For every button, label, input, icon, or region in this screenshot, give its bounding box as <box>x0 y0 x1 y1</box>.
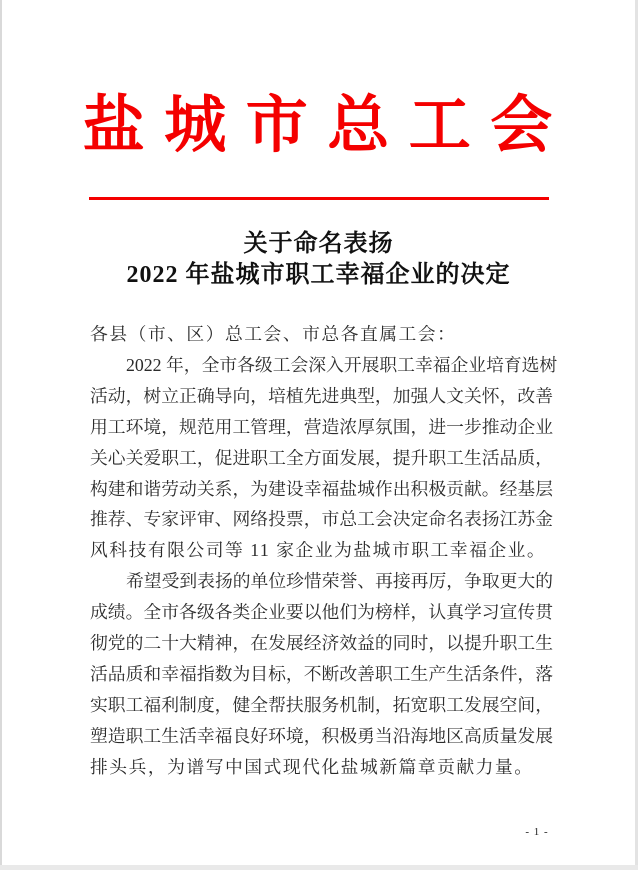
body-line: 塑造职工生活幸福良好环境，积极勇当沿海地区高质量发展 <box>90 725 553 746</box>
letterhead-divider-line <box>89 197 549 200</box>
page-edge-left <box>0 0 2 870</box>
document-title <box>2 229 635 291</box>
body-line: 实职工福利制度，健全帮扶服务机制，拓宽职工发展空间， <box>90 694 553 715</box>
document-body <box>2 319 635 783</box>
document-page <box>2 0 635 865</box>
page-number: - 1 - <box>525 826 549 838</box>
body-line: 活品质和幸福指数为目标，不断改善职工生产生活条件，落 <box>90 663 553 684</box>
body-line: 风科技有限公司等 11 家企业为盐城市职工幸福企业。 <box>90 540 547 561</box>
salutation-line: 各县（市、区）总工会、市总各直属工会： <box>90 324 457 344</box>
page-edge-bottom <box>0 865 638 870</box>
body-line: 希望受到表扬的单位珍惜荣誉、再接再厉，争取更大的 <box>126 571 553 592</box>
body-line: 构建和谐劳动关系，为建设幸福盐城作出积极贡献。经基层 <box>90 478 553 499</box>
body-line: 用工环境，规范用工管理，营造浓厚氛围，进一步推动企业 <box>90 416 553 437</box>
body-line: 排头兵，为谱写中国式现代化盐城新篇章贡献力量。 <box>90 756 534 777</box>
body-line: 推荐、专家评审、网络投票，市总工会决定命名表扬江苏金 <box>90 509 553 530</box>
body-line: 活动，树立正确导向，培植先进典型，加强人文关怀，改善 <box>90 385 553 406</box>
body-line: 关心关爱职工，促进职工全方面发展，提升职工生活品质， <box>90 447 553 468</box>
body-line: 成绩。全市各级各类企业要以他们为榜样，认真学习宣传贯 <box>90 602 553 623</box>
document-title-line-2: 2022 年盐城市职工幸福企业的决定 <box>126 262 511 288</box>
body-line: 彻党的二十大精神，在发展经济效益的同时，以提升职工生 <box>90 633 553 654</box>
body-line: 2022 年，全市各级工会深入开展职工幸福企业培育选树 <box>126 354 558 375</box>
letterhead-org-title: 盐 城 市 总 工 会 <box>82 92 555 160</box>
document-title-line-1: 关于命名表扬 <box>243 231 394 257</box>
